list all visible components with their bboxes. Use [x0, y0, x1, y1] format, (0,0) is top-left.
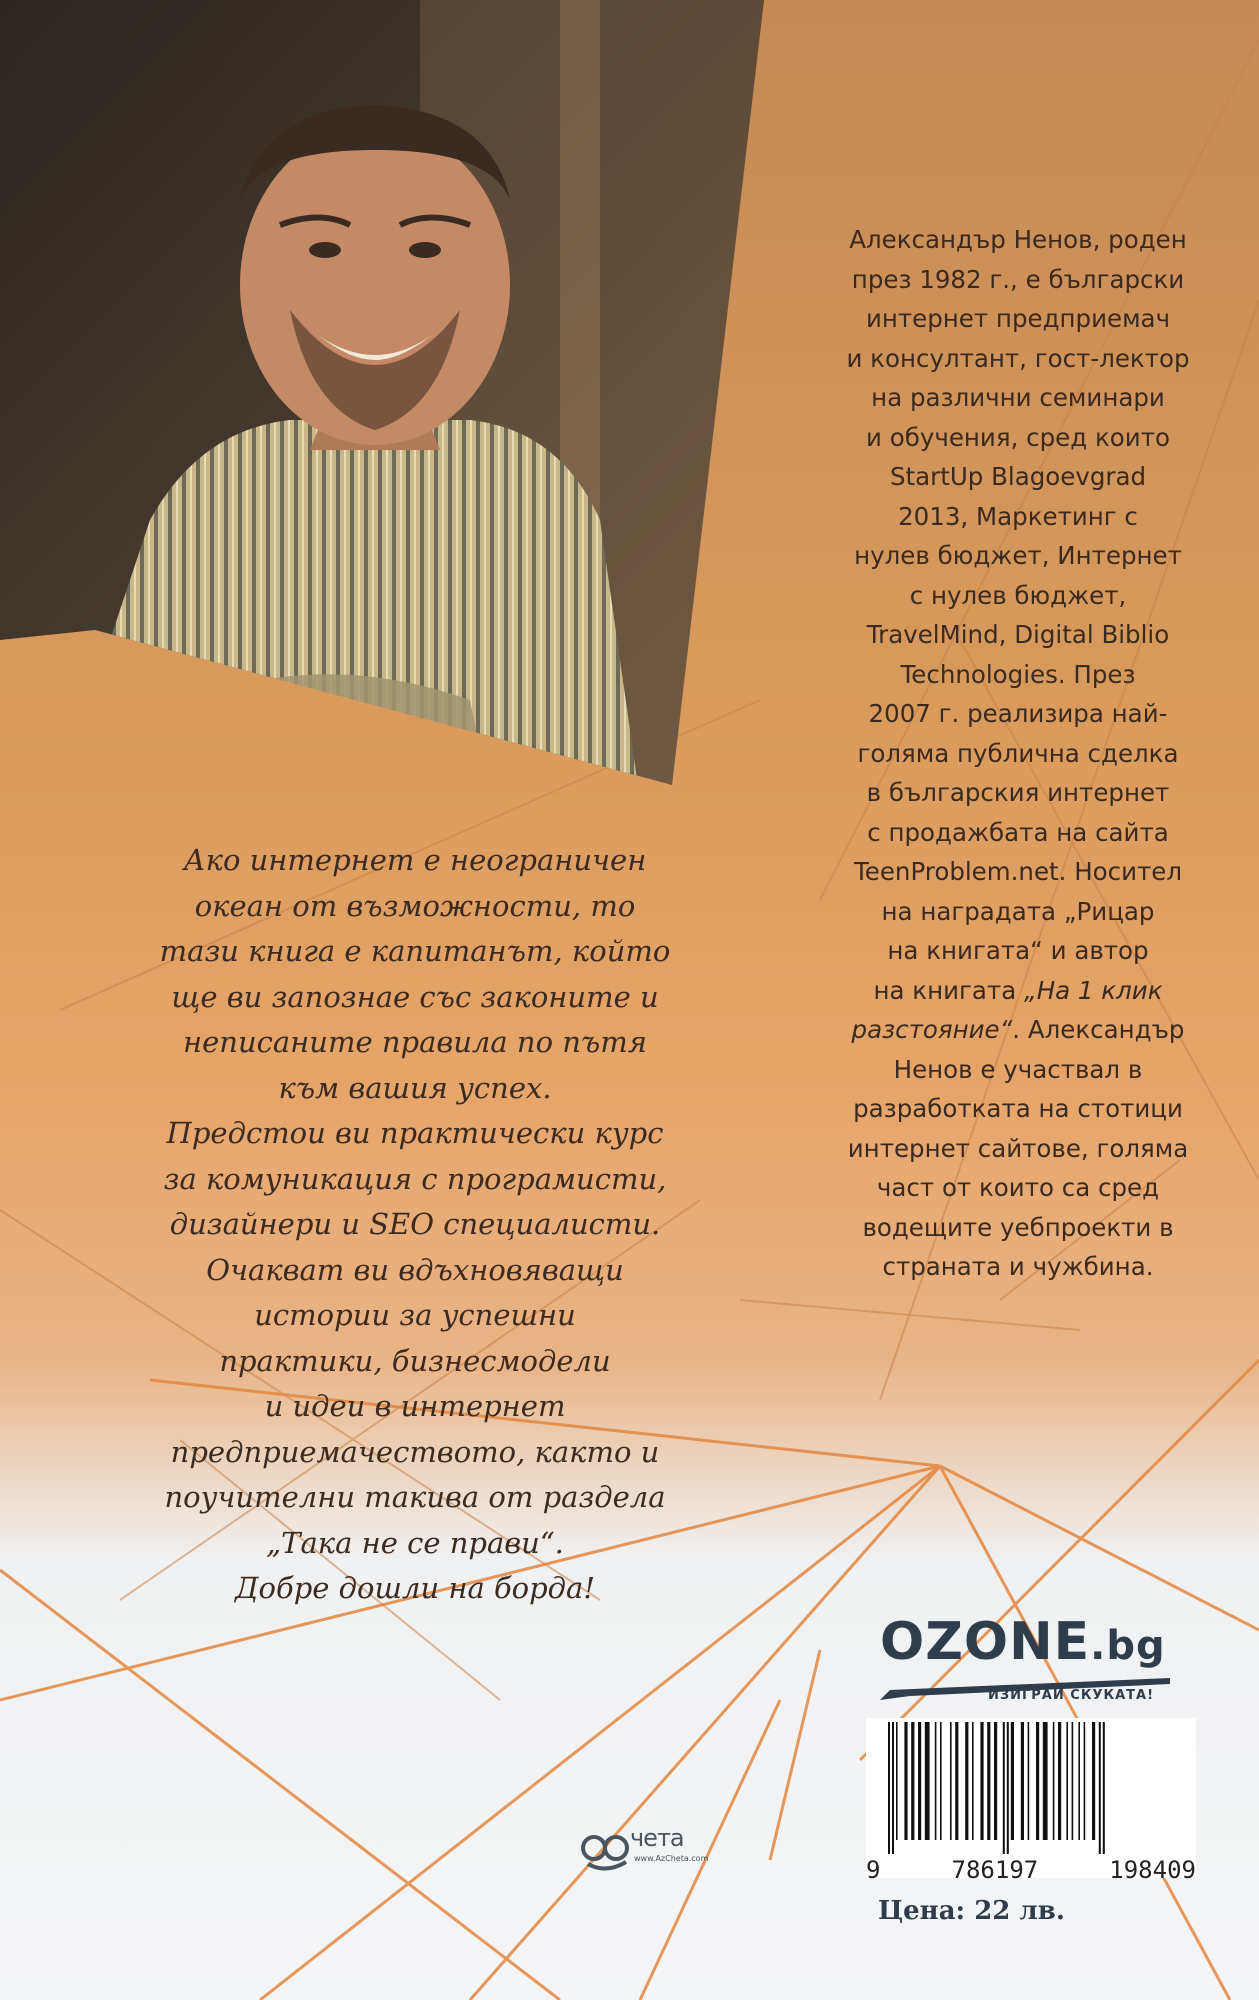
barcode-bar — [1072, 1722, 1074, 1840]
bio-line: с нулев бюджет, — [909, 580, 1127, 610]
barcode-bar — [980, 1722, 983, 1840]
barcode-bar — [896, 1722, 898, 1840]
bio-line: и обучения, сред които — [866, 422, 1170, 452]
barcode-bar — [1078, 1722, 1080, 1840]
bio-line: разработката на стотици — [853, 1094, 1183, 1123]
blurb-line: ще ви запознае със законите и — [171, 979, 659, 1014]
barcode-bar — [1036, 1722, 1039, 1840]
barcode-bar — [1011, 1722, 1014, 1840]
ozone-sticker — [870, 1612, 1200, 1708]
blurb-line: и идеи в интернет — [264, 1389, 566, 1423]
bio-line: в българския интернет — [866, 778, 1170, 807]
bio-book-title: „На 1 клик — [1024, 975, 1163, 1005]
publisher-name: чета — [630, 1824, 684, 1852]
barcode-bar — [972, 1722, 974, 1840]
bio-line: на различни семинари — [871, 383, 1165, 412]
bio-line: интернет предприемач — [865, 304, 1171, 333]
price-label: Цена: 22 лв. — [878, 1896, 1065, 1926]
barcode-bar — [918, 1722, 921, 1840]
barcode-bar — [904, 1722, 907, 1840]
blurb-line: океан от възможности, то — [194, 888, 636, 923]
barcode-bar — [955, 1722, 958, 1840]
blurb-line: Предстои ви практически курс — [166, 1116, 664, 1150]
bio-line: на наградата „Рицар — [881, 896, 1155, 926]
barcode-bar — [1043, 1722, 1048, 1840]
bio-line: TravelMind, Digital Biblio — [866, 620, 1170, 649]
barcode-bar — [925, 1722, 930, 1840]
barcode-bar — [888, 1722, 890, 1854]
author-bio — [828, 220, 1208, 1287]
barcode-bar — [994, 1722, 997, 1840]
barcode-bar — [940, 1722, 942, 1840]
bio-line: StartUp Blagoevgrad — [889, 462, 1147, 491]
bio-line: част от които са сред — [876, 1173, 1160, 1202]
barcode-bar — [1099, 1722, 1101, 1854]
bio-line: и консултант, гост-лектор — [846, 343, 1190, 373]
barcode-bar — [935, 1722, 937, 1840]
barcode-bar — [1092, 1722, 1095, 1840]
bio-line: TeenProblem.net. Носител — [853, 857, 1183, 886]
barcode — [866, 1718, 1196, 1878]
blurb-line: неписаните правила по пътя — [183, 1025, 647, 1059]
barcode-bar — [965, 1722, 968, 1840]
barcode-bar — [1007, 1722, 1009, 1854]
bio-book-line — [828, 971, 1208, 1011]
ozone-logo-main: OZONE — [880, 1612, 1091, 1672]
barcode-bar — [1058, 1722, 1061, 1840]
barcode-bar — [892, 1722, 894, 1854]
publisher-url: www.AzCheta.com — [634, 1854, 709, 1863]
barcode-bar — [1053, 1722, 1055, 1840]
bio-book-suffix: . Александър — [1012, 1015, 1185, 1044]
barcode-bar — [1066, 1722, 1068, 1840]
blurb-line: истории за успешни — [254, 1298, 576, 1332]
blurb-line: поучителни такива от раздела — [164, 1480, 666, 1514]
barcode-bar — [1003, 1722, 1005, 1854]
author-photo — [0, 0, 780, 800]
bio-book-title-end: разстояние“ — [851, 1015, 1013, 1044]
bio-line: страната и чужбина. — [882, 1252, 1154, 1281]
bio-line: 2013, Маркетинг с — [898, 501, 1138, 531]
blurb-line: за комуникация с програмисти, — [163, 1161, 667, 1196]
bio-book-line-2 — [828, 1010, 1208, 1050]
barcode-digits-right: 198409 — [1109, 1856, 1196, 1884]
barcode-bar — [1103, 1722, 1105, 1854]
bio-line: Александър Ненов, роден — [849, 225, 1187, 254]
barcode-bar — [1028, 1722, 1030, 1840]
blurb-line: Добре дошли на борда! — [234, 1571, 595, 1605]
publisher-logo — [578, 1818, 738, 1878]
bio-line: през 1982 г., е български — [851, 264, 1185, 294]
blurb-line: предприемачеството, както и — [170, 1434, 660, 1469]
publisher-mark-icon — [578, 1818, 634, 1874]
blurb-line: Очакват ви вдъхновяващи — [206, 1252, 624, 1287]
blurb-line: дизайнери и SEO специалисти. — [169, 1207, 661, 1241]
barcode-digit-first: 9 — [866, 1856, 881, 1884]
barcode-bars — [866, 1718, 1196, 1858]
ozone-tagline: ИЗИГРАЙ СКУКАТА! — [988, 1688, 1155, 1703]
bio-line: интернет сайтове, голяма — [847, 1133, 1189, 1163]
bio-line: 2007 г. реализира най- — [868, 699, 1168, 728]
bio-line: нулев бюджет, Интернет — [854, 541, 1182, 570]
barcode-bar — [911, 1722, 914, 1840]
barcode-bar — [950, 1722, 952, 1840]
bio-line: на книгата“ и автор — [887, 936, 1149, 965]
bio-book-prefix: на книгата — [873, 975, 1025, 1005]
book-blurb — [95, 838, 735, 1612]
bio-line: Technologies. През — [900, 659, 1136, 689]
bio-line: Ненов е участвал в — [893, 1054, 1143, 1084]
bio-line: голяма публична сделка — [857, 738, 1179, 768]
blurb-line: към вашия успех. — [278, 1070, 552, 1105]
blurb-line: Ако интернет е неограничен — [183, 843, 647, 877]
barcode-digits-left: 786197 — [951, 1856, 1039, 1884]
barcode-bar — [1084, 1722, 1086, 1840]
ozone-logo — [880, 1612, 1166, 1672]
bio-line: водещите уебпроекти в — [862, 1212, 1174, 1242]
blurb-line: тази книга е капитанът, който — [159, 934, 671, 968]
barcode-number — [866, 1856, 1196, 1884]
bio-line: с продажбата на сайта — [867, 817, 1169, 847]
barcode-bar — [987, 1722, 990, 1840]
ozone-logo-suffix: .bg — [1090, 1623, 1166, 1669]
barcode-bar — [1021, 1722, 1024, 1840]
blurb-line: „Така не се прави“. — [266, 1525, 564, 1560]
blurb-line: практики, бизнесмодели — [219, 1343, 611, 1378]
